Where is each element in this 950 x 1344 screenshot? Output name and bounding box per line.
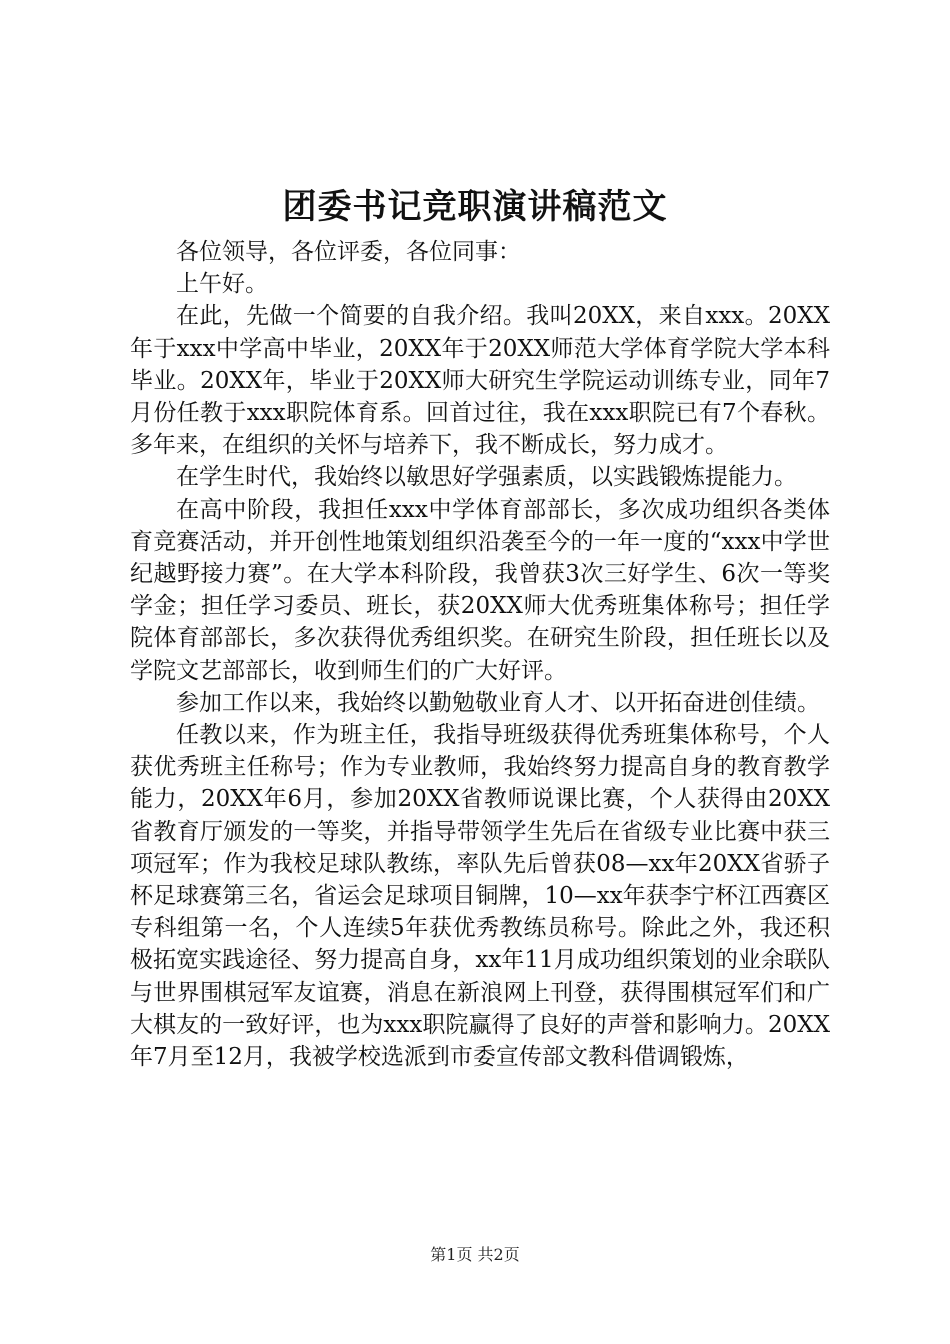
paragraph-school-stages: 在高中阶段，我担任xxx中学体育部部长，多次成功组织各类体育竞赛活动，并开创性地策划组织沿袭至今的一年一度的“xxx中学世纪越野接力赛”。在大学本科阶段，我曾获3次三好学生、6次一等奖学金；担任学习委员、班长，获20XX师大优秀班集体称号；担任学院体育部部长，多次获得优秀组织奖。在研究生阶段，担任班长以及学院文艺部部长，收到师生们的广大好评。: [130, 496, 830, 684]
paragraph-salutation: 上午好。: [176, 271, 268, 298]
document-body: [130, 236, 830, 1073]
paragraph-teaching-achievements: 任教以来，作为班主任，我指导班级获得优秀班集体称号，个人获优秀班主任称号；作为专业教师，我始终努力提高自身的教育教学能力，20XX年6月，参加20XX省教师说课比赛，个人获得由20XX省教育厅颁发的一等奖，并指导带领学生先后在省级专业比赛中获三项冠军；作为我校足球队教练，率队先后曾获08—xx年20XX省骄子杯足球赛第三名，省运会足球项目铜牌，10—xx年获李宁杯江西赛区专科组第一名，个人连续5年获优秀教练员称号。除此之外，我还积极拓宽实践途径、努力提高自身，xx年11月成功组织策划的业余联队与世界围棋冠军友谊赛，消息在新浪网上刊登，获得围棋冠军们和广大棋友的一致好评，也为xxx职院赢得了良好的声誉和影响力。20XX年7月至12月，我被学校选派到市委宣传部文教科借调锻炼，: [130, 722, 830, 1071]
document-title: 团委书记竞职演讲稿范文: [282, 187, 668, 227]
paragraph-since-work: 参加工作以来，我始终以勤勉敬业育人才、以开拓奋进创佳绩。: [176, 689, 820, 716]
paragraph-student-era: 在学生时代，我始终以敏思好学强素质，以实践锻炼提能力。: [176, 464, 797, 491]
paragraph-greeting: 各位领导，各位评委，各位同事：: [176, 239, 521, 265]
page-footer: 第1页 共2页: [430, 1245, 520, 1264]
paragraph-introduction: 在此，先做一个简要的自我介绍。我叫20XX，来自xxx。20XX年于xxx中学高中毕业，20XX年于20XX师范大学体育学院大学本科毕业。20XX年，毕业于20XX师大研究生学院运动训练专业，同年7月份任教于xxx职院体育系。回首过往，我在xxx职院已有7个春秋。多年来，在组织的关怀与培养下，我不断成长，努力成才。: [130, 303, 830, 459]
